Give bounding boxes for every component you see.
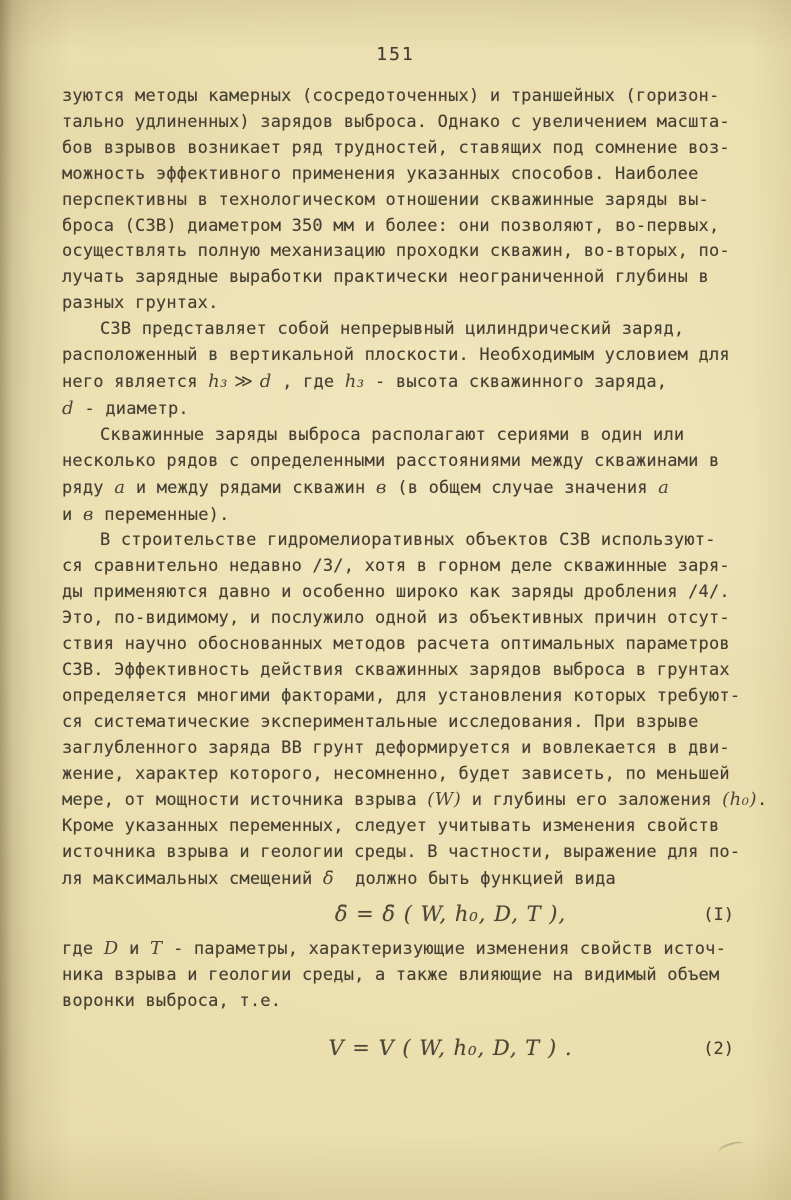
formula-expression: δ̄ = δ̄ ( W, h₀, D, T ), bbox=[334, 902, 567, 927]
text-line: ся сравнительно недавно /3/, хотя в горном деле скважинные заря- bbox=[62, 556, 730, 577]
text-line: разных грунтах. bbox=[62, 293, 219, 314]
equation-number: (2) bbox=[703, 1038, 734, 1059]
paragraph bbox=[62, 528, 768, 893]
paragraph bbox=[62, 936, 754, 1015]
inline-math: D bbox=[103, 938, 119, 960]
text-line: мере, от мощности источника взрыва (W) и глубины его заложения (h₀). bbox=[62, 789, 768, 811]
inline-math: в bbox=[82, 503, 94, 525]
paragraph bbox=[62, 423, 754, 529]
text-line: ствия научно обоснованных методов расчета оптимальных параметров bbox=[62, 634, 730, 655]
text-line: ся систематические экспериментальные исследования. При взрыве bbox=[62, 711, 699, 732]
inline-math: в bbox=[375, 476, 387, 498]
text-line: ника взрыва и геологии среды, а также влияющие на видимый объем bbox=[62, 965, 720, 985]
formula-expression: V = V ( W, h₀, D, T ) . bbox=[328, 1035, 573, 1060]
text-line: броса (СЗВ) диаметром 350 мм и более: они позволяют, во-первых, bbox=[62, 215, 720, 236]
page-number: 151 bbox=[376, 44, 415, 65]
inline-math: h₃ bbox=[344, 370, 365, 392]
text-line: определяется многими факторами, для установления которых требуют- bbox=[62, 685, 741, 706]
inline-math: h₃ ≫ d bbox=[208, 370, 272, 392]
text-line: ля максимальных смещений δ̄ должно быть функцией вида bbox=[62, 868, 616, 890]
text-line: СЗВ. Эффективность действия скважинных зарядов выброса в грунтах bbox=[62, 659, 730, 680]
text-line: ряду а и между рядами скважин в (в общем случае значения а bbox=[62, 476, 670, 498]
text-line: тально удлиненных) зарядов выброса. Однако с увеличением масшта- bbox=[62, 111, 730, 132]
text-line: зуются методы камерных (сосредоточенных) и траншейных (горизон- bbox=[62, 86, 720, 106]
inline-math: (W) bbox=[427, 789, 462, 811]
text-line: жение, характер которого, несомненно, будет зависеть, по меньшей bbox=[62, 763, 730, 784]
text-line: расположенный в вертикальной плоскости. Необходимым условием для bbox=[62, 345, 730, 366]
text-line: d - диаметр. bbox=[62, 397, 189, 419]
text-line: СЗВ представляет собой непрерывный цилиндрический заряд, bbox=[100, 319, 685, 340]
text-line: источника взрыва и геологии среды. В частности, выражение для по- bbox=[62, 842, 741, 863]
page-body bbox=[62, 84, 768, 1070]
text-line: Скважинные заряды выброса располагают сериями в один или bbox=[100, 424, 685, 445]
text-line: В строительстве гидромелиоративных объектов СЗВ используют- bbox=[100, 530, 716, 551]
text-line: воронки выброса, т.е. bbox=[62, 990, 282, 1011]
pencil-smudge bbox=[717, 1139, 745, 1157]
text-line: ды применяются давно и особенно широко как заряды дробления /4/. bbox=[62, 582, 730, 603]
inline-math: (h₀) bbox=[722, 789, 758, 811]
inline-math: а bbox=[114, 476, 126, 498]
equation-number: (I) bbox=[703, 905, 734, 926]
text-line: осуществлять полную механизацию проходки скважин, во-вторых, по- bbox=[62, 241, 730, 262]
text-line: можность эффективного применения указанных способов. Наиболее bbox=[62, 163, 699, 184]
text-line: бов взрывов возникает ряд трудностей, ставящих под сомнение воз- bbox=[62, 137, 730, 158]
paragraph bbox=[62, 317, 754, 423]
formula bbox=[62, 1031, 754, 1067]
text-line: лучать зарядные выработки практически неограниченной глубины в bbox=[62, 267, 709, 288]
text-line: где D и T - параметры, характеризующие изменения свойств источ- bbox=[62, 938, 726, 960]
inline-math: δ̄ bbox=[322, 868, 335, 890]
text-line: и в переменные). bbox=[62, 503, 230, 525]
text-line: перспективны в технологическом отношении скважинные заряды вы- bbox=[62, 189, 709, 210]
text-line: заглубленного заряда ВВ грунт деформируется и вовлекается в дви- bbox=[62, 737, 730, 758]
inline-math: d bbox=[62, 397, 75, 419]
inline-math: T bbox=[150, 938, 163, 960]
text-line: Это, по-видимому, и послужило одной из объективных причин отсут- bbox=[62, 608, 730, 629]
paragraph bbox=[62, 84, 754, 317]
text-line: него является h₃ ≫ d , где h₃ - высота скважинного заряда, bbox=[62, 370, 668, 392]
formula bbox=[62, 897, 754, 933]
text-line: Кроме указанных переменных, следует учитывать изменения свойств bbox=[62, 816, 720, 837]
text-line: несколько рядов с определенными расстояниями между скважинами в bbox=[62, 450, 720, 471]
inline-math: а bbox=[658, 476, 670, 498]
